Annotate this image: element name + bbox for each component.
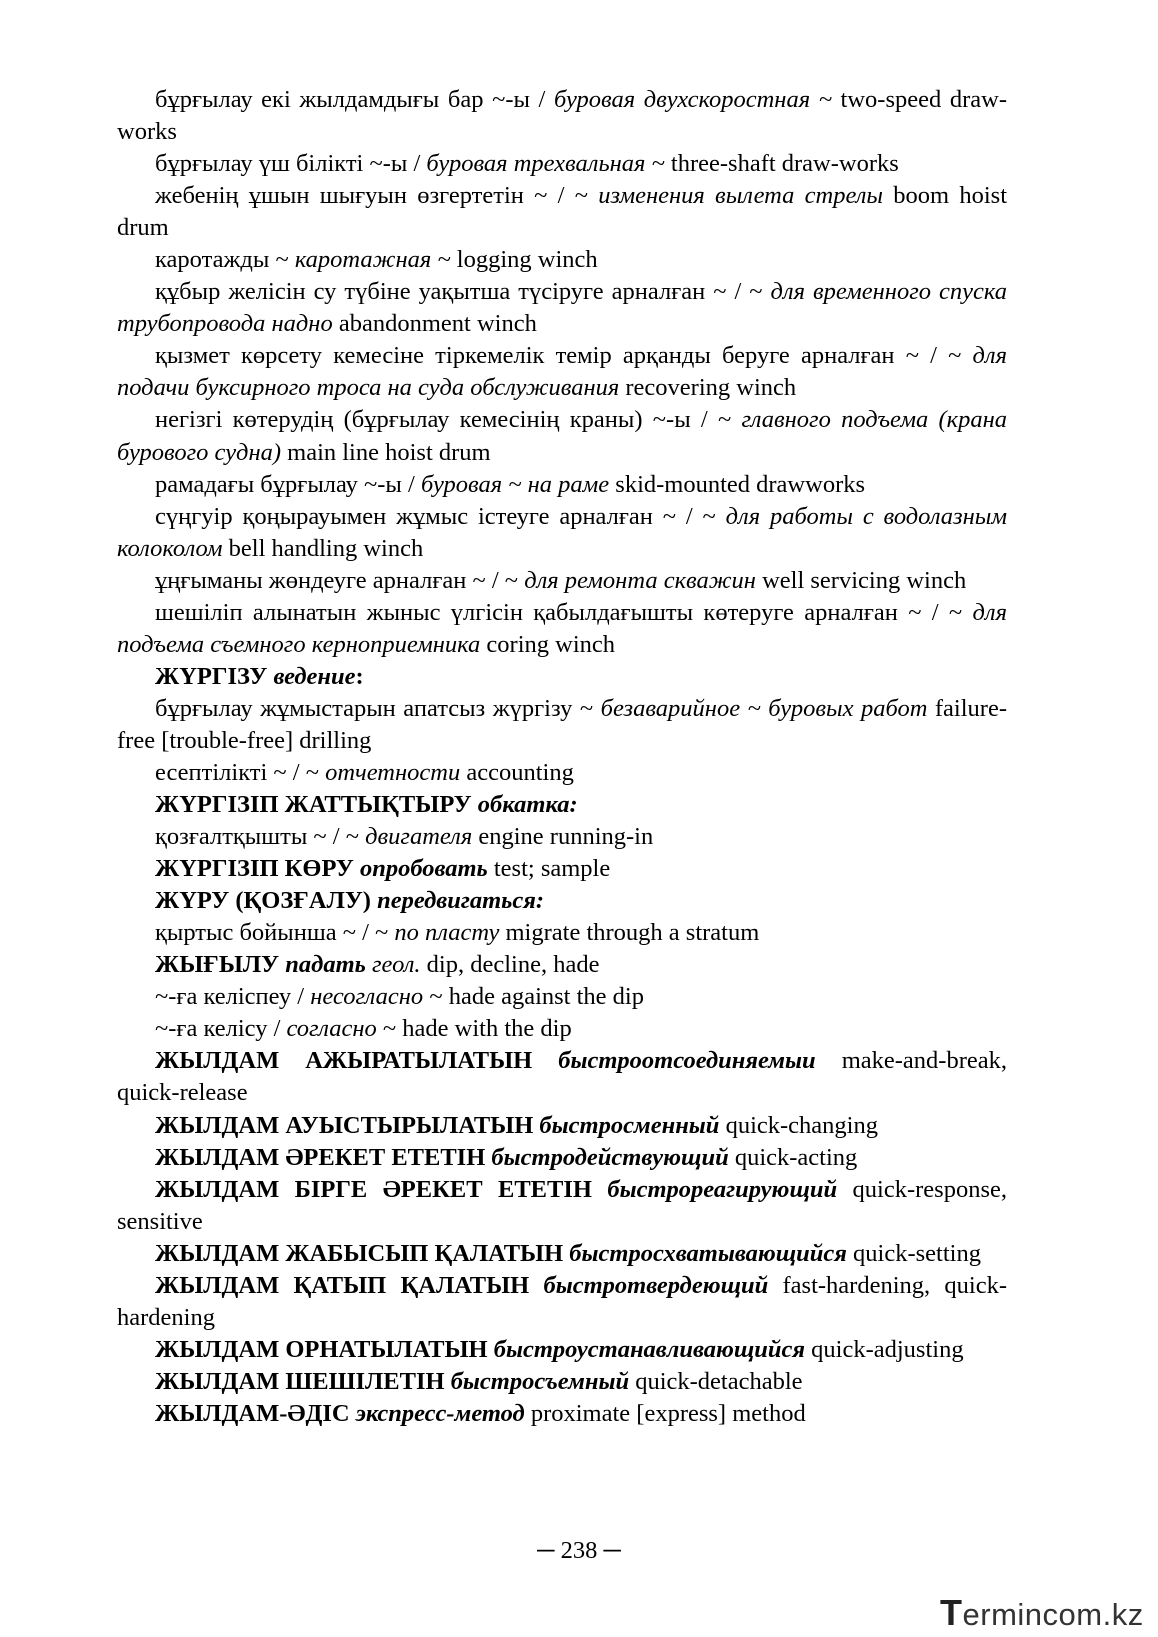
entry-headword: ЖҮРУ (ҚОЗҒАЛУ)	[155, 887, 378, 915]
entry-text: қыртыс бойынша ~ / ~	[155, 919, 395, 947]
entry-text: make-and-break, quick-release	[117, 1047, 1007, 1107]
entry-text: recovering winch	[619, 374, 797, 402]
entry-russian-italic: по пласту	[394, 919, 500, 947]
watermark-text: ermincom.kz	[962, 1597, 1144, 1632]
entry-headword: ЖҮРГІЗІП ЖАТТЫҚТЫРУ	[155, 791, 478, 819]
entry-text: ~ hade with the dip	[376, 1015, 572, 1043]
entry-headword: быстроотсоединяемыи	[558, 1047, 816, 1075]
entry-text: сүңгуір қоңырауымен жұмыс істеуге арналған ~ / ~	[155, 502, 726, 530]
dictionary-entry	[117, 757, 1007, 789]
entry-text: main line hoist drum	[281, 438, 491, 466]
entry-russian-italic: главного подъема (крана бурового судна)	[117, 406, 1007, 466]
entry-headword: опробовать	[359, 855, 488, 883]
entry-text: engine running-in	[472, 823, 654, 851]
entry-headword: передвигаться:	[377, 887, 545, 915]
entry-russian-italic: согласно	[286, 1015, 377, 1043]
entry-russian-italic: для временного спуска трубопровода надно	[117, 278, 1007, 338]
watermark-initial: T	[940, 1592, 963, 1633]
entry-headword: быстродействующий	[491, 1143, 729, 1171]
entry-text: ~-ға келісу /	[155, 1015, 287, 1043]
dictionary-entry	[117, 469, 1007, 501]
entry-text: test; sample	[487, 855, 611, 883]
dictionary-entry	[117, 853, 1007, 885]
entry-text: accounting	[460, 758, 574, 786]
dictionary-entry	[117, 917, 1007, 949]
entry-russian-italic: изменения вылета стрелы	[598, 182, 884, 210]
entry-text: құбыр желісін су түбіне уақытша түсіруге арналған ~ / ~	[155, 278, 771, 306]
entry-headword: ведение	[273, 662, 356, 690]
entry-headword: быстротвердеющий	[543, 1271, 769, 1299]
dictionary-entry	[117, 1398, 1007, 1430]
entry-headword: быстросменный	[539, 1111, 720, 1139]
entry-russian-italic: каротажная ~	[294, 246, 451, 274]
entry-headword: быстросъемный	[450, 1367, 630, 1395]
entry-text: жебенің ұшын шығуын өзгертетін ~ / ~	[155, 182, 599, 210]
entry-text: migrate through a stratum	[499, 919, 760, 947]
dictionary-entry	[117, 1270, 1007, 1334]
entry-russian-italic: для ремонта скважин	[524, 566, 756, 594]
dictionary-entry	[117, 1334, 1007, 1366]
dictionary-entry	[117, 885, 1007, 917]
entry-text: failure-free [trouble-free] drilling	[117, 694, 1007, 754]
entry-headword: ЖЫЛДАМ АЖЫРАТЫЛАТЫН	[155, 1047, 559, 1075]
dictionary-entry	[117, 1366, 1007, 1398]
entry-headword: падать	[285, 951, 366, 979]
dictionary-entry	[117, 1238, 1007, 1270]
entry-russian-italic: геол.	[365, 951, 421, 979]
dictionary-entry	[117, 180, 1007, 244]
dictionary-entry	[117, 148, 1007, 180]
dictionary-entry	[117, 981, 1007, 1013]
entry-text: ~ hade against the dip	[423, 983, 644, 1011]
entry-russian-italic: несогласно	[310, 983, 424, 1011]
dictionary-entry	[117, 501, 1007, 565]
entry-text: quick-setting	[846, 1239, 981, 1267]
dictionary-entry	[117, 244, 1007, 276]
entry-headword: ЖЫЛДАМ ШЕШІЛЕТІН	[155, 1367, 451, 1395]
entry-text: proximate [express] method	[524, 1399, 806, 1427]
entry-russian-italic: буровая трехвальная ~	[426, 150, 665, 178]
dictionary-entry	[117, 597, 1007, 661]
entry-text: quick-response, sensitive	[117, 1175, 1007, 1235]
entry-headword: ЖЫЛДАМ-ӘДІС	[155, 1399, 356, 1427]
entry-headword: ЖЫЛДАМ АУЫСТЫРЫЛАТЫН	[155, 1111, 540, 1139]
entry-headword: ЖЫЛДАМ ОРНАТЫЛАТЫН	[155, 1335, 494, 1363]
entry-text: қозғалтқышты ~ / ~	[155, 823, 366, 851]
entry-russian-italic: для подъема съемного керноприемника	[117, 598, 1007, 658]
dictionary-entry	[117, 340, 1007, 404]
entry-text: coring winch	[480, 630, 615, 658]
entry-text: two-speed draw-works	[117, 86, 1007, 146]
entry-headword: экспресс-метод	[355, 1399, 525, 1427]
entry-text: skid-mounted drawworks	[609, 470, 866, 498]
dictionary-entry	[117, 949, 1007, 981]
entry-text: well servicing winch	[755, 566, 967, 594]
dictionary-entry	[117, 1013, 1007, 1045]
entry-text: quick-acting	[728, 1143, 858, 1171]
entry-headword: ЖЫЛДАМ БІРГЕ ӘРЕКЕТ ЕТЕТІН	[155, 1175, 608, 1203]
entry-text: бұрғылау үш білікті ~-ы /	[155, 150, 427, 178]
entry-text: abandonment winch	[332, 310, 537, 338]
entry-headword: обкатка:	[477, 791, 578, 819]
entry-text: quick-adjusting	[805, 1335, 964, 1363]
entry-headword: ЖЫЛДАМ ҚАТЫП ҚАЛАТЫН	[155, 1271, 544, 1299]
entry-headword: быстроустанавливающийся	[493, 1335, 806, 1363]
dictionary-entry	[117, 1174, 1007, 1238]
entry-text: dip, decline, hade	[420, 951, 600, 979]
entry-russian-italic: безаварийное ~ буровых работ	[600, 694, 928, 722]
entry-russian-italic: двигателя	[365, 823, 473, 851]
entry-russian-italic: буровая двухскоростная ~	[553, 86, 832, 113]
entry-headword: ЖҮРГІЗІП КӨРУ	[155, 855, 360, 883]
dictionary-entry	[117, 1110, 1007, 1142]
entry-text: рамадағы бұрғылау ~-ы /	[155, 470, 421, 498]
entry-headword: ЖҮРГІЗУ	[155, 662, 274, 690]
entry-text: ұңғыманы жөндеуге арналған ~ / ~	[155, 566, 525, 594]
page-number: ─ 238 ─	[537, 1537, 621, 1564]
entry-russian-italic: буровая ~ на раме	[420, 470, 610, 498]
dictionary-entry	[117, 789, 1007, 821]
entry-headword: ЖЫЛДАМ ӘРЕКЕТ ЕТЕТІН	[155, 1143, 492, 1171]
dictionary-entry	[117, 1045, 1007, 1109]
entry-russian-italic: отчетности	[325, 758, 461, 786]
site-watermark-logo	[940, 1592, 1145, 1632]
entry-text: қызмет көрсету кемесіне тіркемелік темір арқанды беруге арналған ~ / ~	[155, 342, 973, 370]
entry-russian-italic: для подачи буксирного троса на суда обслуживания	[117, 342, 1007, 402]
entry-text: ~-ға келіспеу /	[155, 983, 311, 1011]
entry-text: logging winch	[450, 246, 598, 274]
dictionary-entries	[117, 84, 1007, 1430]
dictionary-entry	[117, 661, 1007, 693]
entry-headword: ЖЫҒЫЛУ	[155, 951, 286, 979]
entry-headword: ЖЫЛДАМ ЖАБЫСЫП ҚАЛАТЫН	[155, 1239, 570, 1267]
dictionary-entry	[117, 84, 1007, 148]
dictionary-entry	[117, 821, 1007, 853]
entry-headword: быстрореагирующий	[607, 1175, 838, 1203]
entry-headword: быстросхватывающийся	[569, 1239, 847, 1267]
dictionary-entry	[117, 276, 1007, 340]
entry-text: three-shaft draw-works	[664, 150, 899, 178]
entry-text: бұрғылау екі жылдамдығы бар ~-ы /	[155, 86, 554, 113]
entry-russian-italic: для работы с водолазным колоколом	[117, 502, 1007, 562]
entry-text: bell handling winch	[222, 534, 424, 562]
entry-text: негізгі көтерудің (бұрғылау кемесінің краны) ~-ы / ~	[155, 406, 742, 434]
entry-text: бұрғылау жұмыстарын апатсыз жүргізу ~	[155, 694, 601, 722]
entry-text: quick-changing	[719, 1111, 878, 1139]
entry-headword: :	[355, 662, 364, 690]
entry-text: quick-detachable	[629, 1367, 803, 1395]
entry-text: boom hoist drum	[117, 182, 1008, 242]
entry-text: есептілікті ~ / ~	[155, 758, 326, 786]
entry-text: шешіліп алынатын жыныс үлгісін қабылдағышты көтеруге арналған ~ / ~	[155, 598, 973, 626]
entry-text: каротажды ~	[155, 246, 295, 274]
dictionary-entry	[117, 693, 1007, 757]
dictionary-entry	[117, 404, 1007, 468]
dictionary-entry	[117, 565, 1007, 597]
dictionary-entry	[117, 1142, 1007, 1174]
entry-text: fast-hardening, quick-hardening	[117, 1271, 1007, 1331]
